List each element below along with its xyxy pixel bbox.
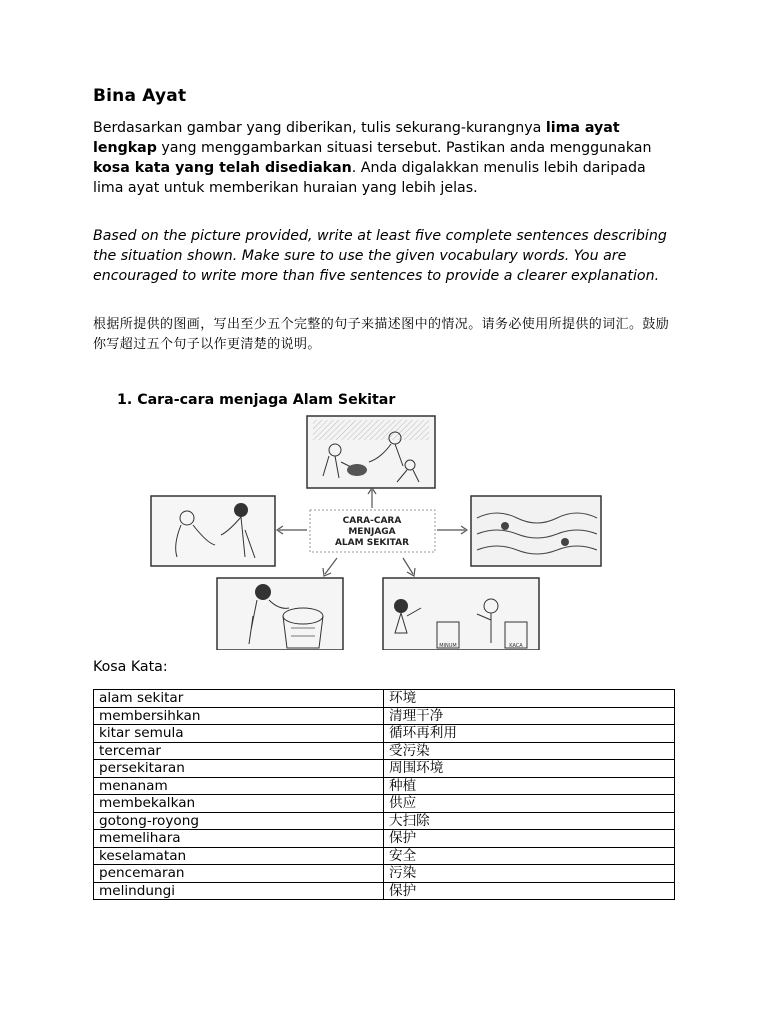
vocab-heading: Kosa Kata: <box>93 659 168 675</box>
environment-illustration <box>145 410 605 650</box>
vocab-row <box>94 690 675 708</box>
center-label <box>310 510 435 552</box>
vocab-word: memelihara <box>94 830 384 848</box>
vocab-row <box>94 760 675 778</box>
vocab-row <box>94 812 675 830</box>
vocab-meaning: 种植 <box>384 777 675 795</box>
vocab-word: persekitaran <box>94 760 384 778</box>
vocab-row <box>94 725 675 743</box>
vocab-word: pencemaran <box>94 865 384 883</box>
vocab-word: membekalkan <box>94 795 384 813</box>
vocab-word: alam sekitar <box>94 690 384 708</box>
panel-recycling <box>217 578 343 650</box>
vocab-table <box>93 689 675 900</box>
vocab-meaning: 污染 <box>384 865 675 883</box>
instructions-english: Based on the picture provided, write at least five complete sentences describing the situation shown. Make sure to use the given vocabulary words. You are encouraged to write more than five sentences to provide a clearer explanation. <box>93 228 667 284</box>
vocab-meaning: 大扫除 <box>384 812 675 830</box>
panel-sorting <box>383 578 539 650</box>
center-label-line2: MENJAGA <box>348 527 396 537</box>
vocab-word: melindungi <box>94 882 384 900</box>
vocab-row <box>94 742 675 760</box>
vocab-meaning: 受污染 <box>384 742 675 760</box>
vocab-row <box>94 865 675 883</box>
instructions-malay-bold1: lima ayat lengkap <box>93 120 620 156</box>
vocab-word: kitar semula <box>94 725 384 743</box>
vocab-meaning: 供应 <box>384 795 675 813</box>
vocab-meaning: 安全 <box>384 847 675 865</box>
panel-helping <box>151 496 275 566</box>
panel-river <box>471 496 601 566</box>
panel-cleaning <box>307 416 435 488</box>
vocab-meaning: 保护 <box>384 882 675 900</box>
instructions-malay-part2: yang menggambarkan situasi tersebut. Pastikan anda menggunakan <box>156 140 652 156</box>
task-heading: 1. Cara-cara menjaga Alam Sekitar <box>117 392 396 408</box>
instructions-malay-part1: Berdasarkan gambar yang diberikan, tulis sekurang-kurangnya <box>93 120 546 136</box>
instructions-malay-part3: . Anda digalakkan menulis lebih daripada lima ayat untuk memberikan huraian yang lebih jelas. <box>93 160 646 196</box>
vocab-row <box>94 795 675 813</box>
vocab-row <box>94 847 675 865</box>
vocab-meaning: 清理干净 <box>384 707 675 725</box>
bin-label-kaca: KACA <box>509 643 523 649</box>
center-label-line1: CARA-CARA <box>342 516 402 526</box>
vocab-word: tercemar <box>94 742 384 760</box>
vocab-row <box>94 707 675 725</box>
vocab-word: membersihkan <box>94 707 384 725</box>
center-label-line3: ALAM SEKITAR <box>334 538 410 548</box>
vocab-row <box>94 882 675 900</box>
vocab-meaning: 循环再利用 <box>384 725 675 743</box>
page-title: Bina Ayat <box>93 86 187 106</box>
instructions-malay-bold2: kosa kata yang telah disediakan <box>93 160 352 176</box>
vocab-row <box>94 777 675 795</box>
vocab-word: keselamatan <box>94 847 384 865</box>
instructions-malay <box>93 118 675 198</box>
vocab-meaning: 环境 <box>384 690 675 708</box>
vocab-row <box>94 830 675 848</box>
bin-label-minum: MINUM <box>439 643 457 649</box>
vocab-meaning: 周围环境 <box>384 760 675 778</box>
vocab-word: gotong-royong <box>94 812 384 830</box>
instructions-chinese: 根据所提供的图画，写出至少五个完整的句子来描述图中的情况。请务必使用所提供的词汇。鼓励你写超过五个句子以作更清楚的说明。 <box>93 317 670 352</box>
vocab-meaning: 保护 <box>384 830 675 848</box>
vocab-word: menanam <box>94 777 384 795</box>
